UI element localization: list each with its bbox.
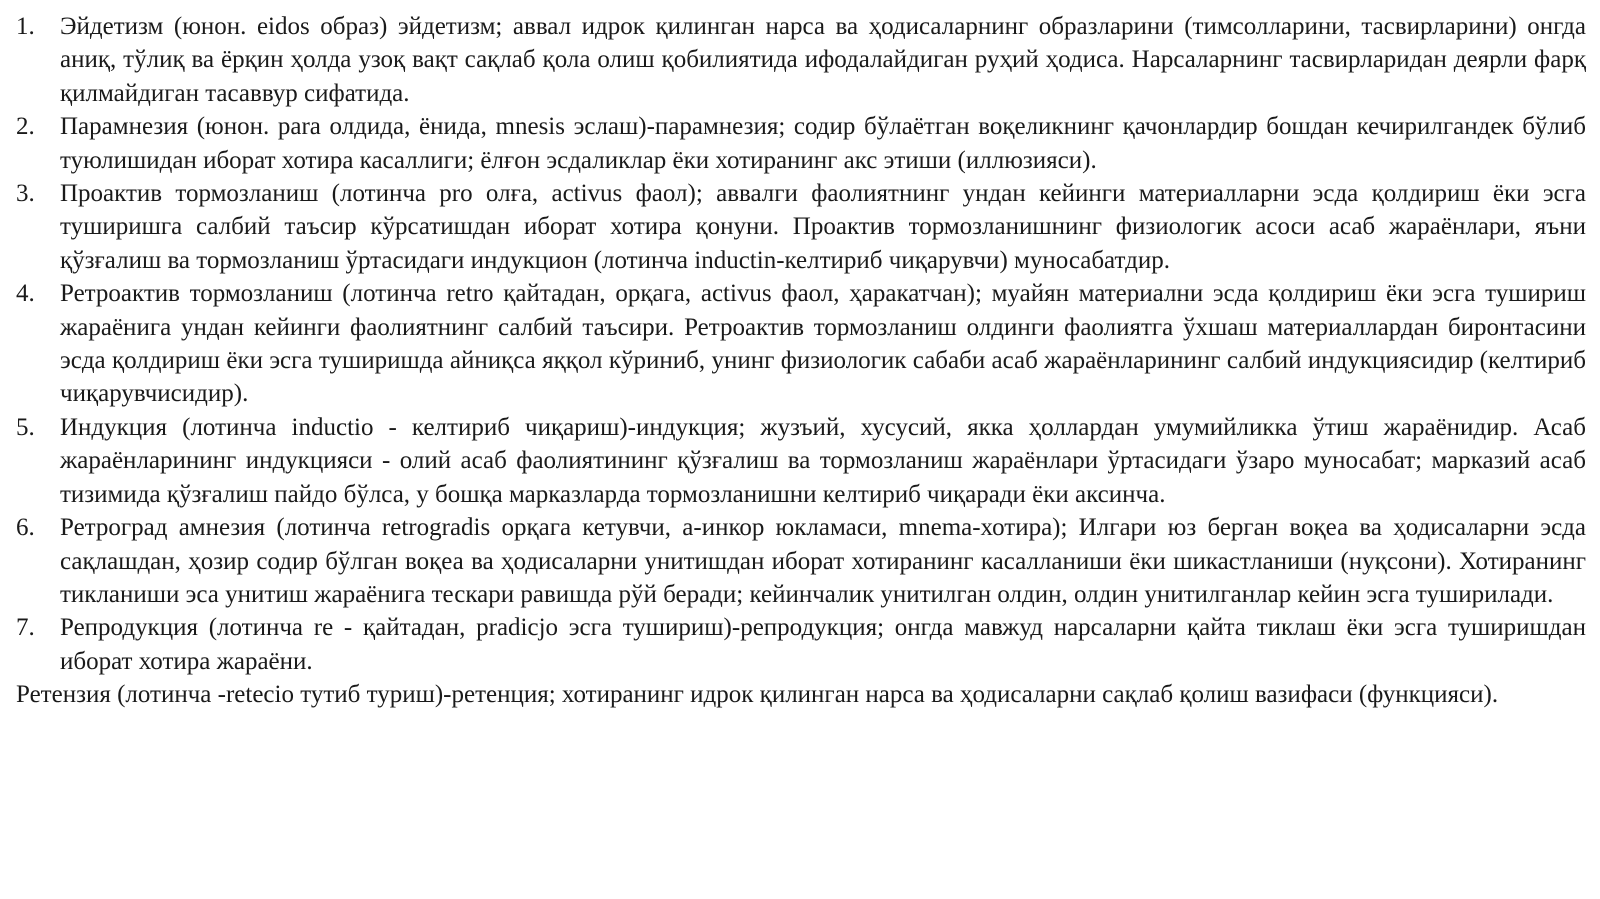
list-item bbox=[16, 277, 1586, 411]
item-number: 5. bbox=[16, 413, 35, 441]
list-item bbox=[16, 511, 1586, 611]
item-text: Эйдетизм (юнон. eidos образ) эйдетизм; аввал идрок қилинган нарса ва ҳодисаларнинг образларини (тимсолларини, тасвирларини) онгда аниқ, тўлиқ ва ёрқин ҳолда узоқ вақт сақлаб қола олиш қобилиятида ифодалайдиган руҳий ҳодиса. Нарсаларнинг тасвирларидан деярли фарқ қилмайдиган тасаввур сифатида. bbox=[60, 13, 1586, 107]
item-text: Ретроактив тормозланиш (лотинча retro қайтадан, орқага, activus фаол, ҳаракатчан); муайян материални эсда қолдириш ёки эсга тушириш жараёнига ундан кейинги фаолиятнинг салбий таъсири. Ретроактив тормозланиш олдинги фаолиятга ўхшаш материаллардан биронтасини эсда қолдириш ёки эсга туширишда айниқса яққол кўриниб, унинг физиологик сабаби асаб жараёнларининг салбий индукциясидир (келтириб чиқарувчисидир). bbox=[60, 280, 1586, 408]
item-number: 6. bbox=[16, 514, 35, 542]
item-text: Репродукция (лотинча re - қайтадан, pradicjo эсга тушириш)-репродукция; онгда мавжуд нарсаларни қайта тиклаш ёки эсга туширишдан иборат хотира жараёни. bbox=[60, 614, 1586, 675]
item-number: 2. bbox=[16, 113, 35, 141]
glossary-list bbox=[16, 10, 1586, 678]
item-number: 1. bbox=[16, 13, 35, 40]
item-text: Парамнезия (юнон. para олдида, ёнида, mnesis эслаш)-парамнезия; содир бўлаётган воқеликнинг қачонлардир бошдан кечирилгандек бўлиб туюлишидан иборат хотира касаллиги; ёлғон эсдаликлар ёки хотиранинг акс этиши (иллюзияси). bbox=[60, 113, 1586, 174]
list-item bbox=[16, 611, 1586, 678]
list-item bbox=[16, 10, 1586, 110]
list-item bbox=[16, 110, 1586, 177]
list-item bbox=[16, 177, 1586, 277]
item-number: 4. bbox=[16, 280, 35, 308]
closing-paragraph: Ретензия (лотинча -retecio тутиб туриш)-ретенция; хотиранинг идрок қилинган нарса ва ҳодисаларни сақлаб қолиш вазифаси (функцияси). bbox=[16, 681, 1499, 709]
document-page bbox=[16, 10, 1586, 712]
item-text: Индукция (лотинча inductio - келтириб чиқариш)-индукция; жузъий, хусусий, якка ҳоллардан умумийликка ўтиш жараёнидир. Асаб жараёнларининг индукцияси - олий асаб фаолиятининг қўзғалиш ва тормозланиш жараёнлари ўртасидаги ўзаро муносабат; марказий асаб тизимида қўзғалиш пайдо бўлса, у бошқа марказларда тормозланишни келтириб чиқаради ёки аксинча. bbox=[60, 413, 1586, 508]
list-item bbox=[16, 411, 1586, 511]
item-text: Проактив тормозланиш (лотинча pro олға, activus фаол); аввалги фаолиятнинг ундан кейинги материалларни эсда қолдириш ёки эсга туширишга салбий таъсир кўрсатишдан иборат хотира қонуни. Проактив тормозланишнинг физиологик асоси асаб жараёнлари, яъни қўзғалиш ва тормозланиш ўртасидаги индукцион (лотинча inductin-келтириб чиқарувчи) муносабатдир. bbox=[60, 180, 1586, 274]
item-number: 3. bbox=[16, 180, 35, 208]
item-text: Ретроград амнезия (лотинча retrogradis орқага кетувчи, а-инкор юкламаси, mnema-хотира); Илгари юз берган воқеа ва ҳодисаларни эсда сақлашдан, ҳозир содир бўлган воқеа ва ҳодисаларни унитишдан иборат хотиранинг касалланиши ёки шикастланиши (нуқсони). Хотиранинг тикланиши эса унитиш жараёнига тескари равишда рўй беради; кейинчалик унитилган олдин, олдин унитилганлар кейин эсга туширилади. bbox=[60, 514, 1586, 608]
item-number: 7. bbox=[16, 614, 35, 642]
